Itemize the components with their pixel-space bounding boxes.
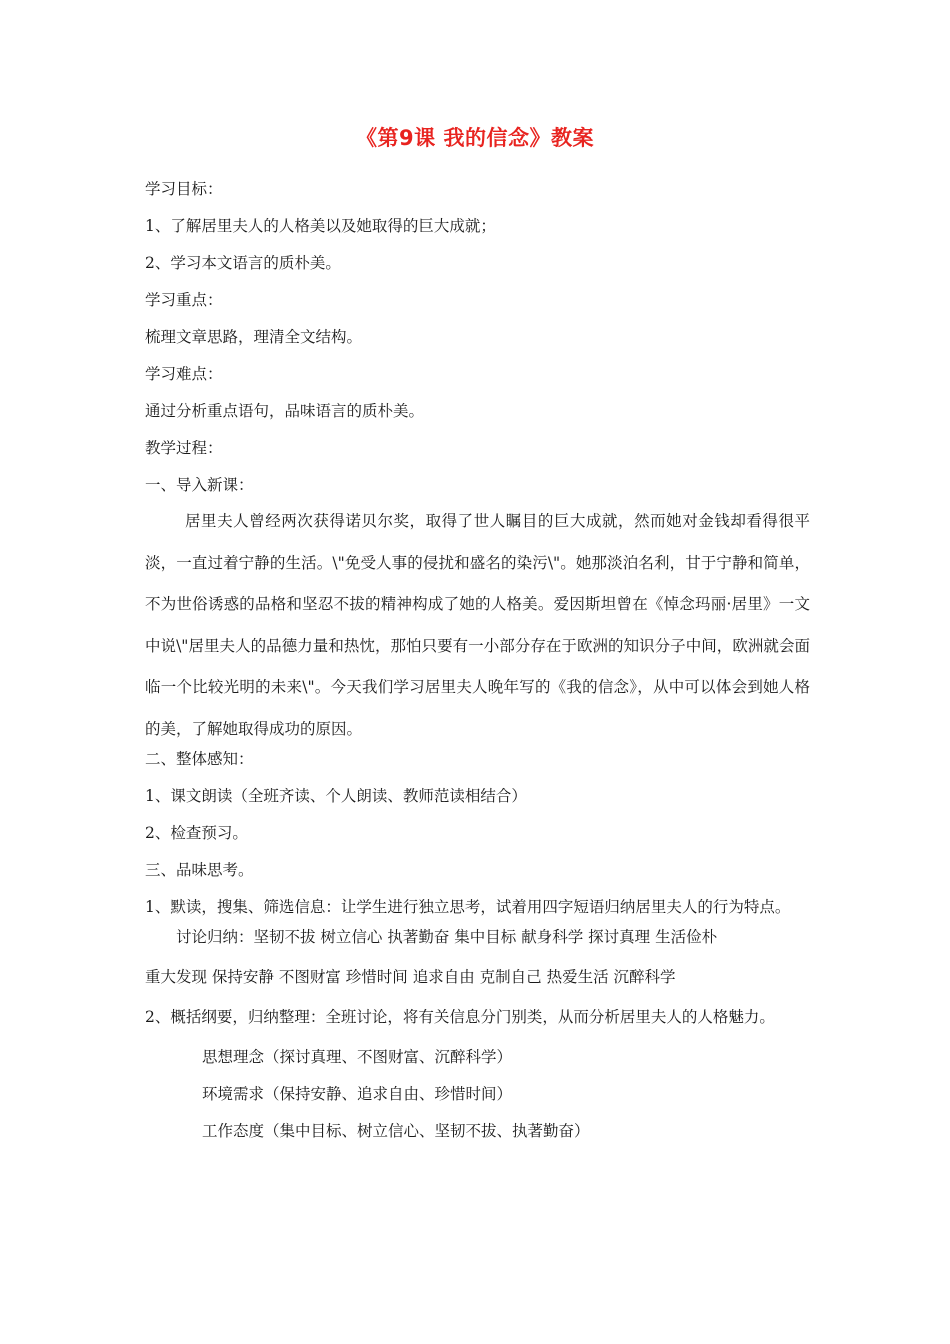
category-work-attitude: 工作态度（集中目标、树立信心、坚韧不拔、执著勤奋） [202, 1122, 590, 1140]
heading-learning-goals: 学习目标： [145, 180, 223, 198]
document-body [145, 176, 810, 1155]
section3-heading: 三、品味思考。 [145, 861, 254, 879]
key-point-text: 梳理文章思路，理清全文结构。 [145, 328, 363, 346]
category-thought: 思想理念（探讨真理、不图财富、沉醉科学） [202, 1048, 513, 1066]
goal-item-1: 1、了解居里夫人的人格美以及她取得的巨大成就； [145, 217, 496, 235]
heading-key-points: 学习重点： [145, 291, 223, 309]
goal-item-2: 2、学习本文语言的质朴美。 [145, 254, 341, 272]
section1-heading: 一、导入新课： [145, 476, 254, 494]
difficulty-text: 通过分析重点语句，品味语言的质朴美。 [145, 402, 425, 420]
section2-item-1: 1、课文朗读（全班齐读、个人朗读、教师范读相结合） [145, 787, 527, 805]
section3-item-2: 2、概括纲要，归纳整理：全班讨论，将有关信息分门别类，从而分析居里夫人的人格魅力。 [145, 1008, 775, 1026]
discussion-line-2: 重大发现 保持安静 不图财富 珍惜时间 追求自由 克制自己 热爱生活 沉醉科学 [145, 968, 676, 986]
heading-teaching-process: 教学过程： [145, 439, 223, 457]
intro-paragraph: 居里夫人曾经两次获得诺贝尔奖，取得了世人瞩目的巨大成就，然而她对金钱却看得很平淡，一直过着宁静的生活。\"免受人事的侵扰和盛名的染污\"。她那淡泊名利，甘于宁静和简单，不为世俗诱惑的品格和坚忍不拔的精神构成了她的人格美。爱因斯坦曾在《悼念玛丽·居里》一文中说\"居里夫人的品德力量和热忱，那怕只要有一小部分存在于欧洲的知识分子中间，欧洲就会面临一个比较光明的未来\"。今天我们学习居里夫人晚年写的《我的信念》，从中可以体会到她人格的美，了解她取得成功的原因。 [145, 512, 810, 738]
section2-item-2: 2、检查预习。 [145, 824, 248, 842]
heading-difficulties: 学习难点： [145, 365, 223, 383]
discussion-line-1: 讨论归纳：坚韧不拔 树立信心 执著勤奋 集中目标 献身科学 探讨真理 生活俭朴 [176, 928, 718, 946]
section3-item-1: 1、默读，搜集、筛选信息：让学生进行独立思考，试着用四字短语归纳居里夫人的行为特点。 [145, 898, 791, 916]
section2-heading: 二、整体感知： [145, 750, 254, 768]
intro-paragraph-block [145, 501, 810, 750]
category-environment: 环境需求（保持安静、追求自由、珍惜时间） [202, 1085, 513, 1103]
document-title: 《第9课 我的信念》教案 [356, 126, 594, 150]
